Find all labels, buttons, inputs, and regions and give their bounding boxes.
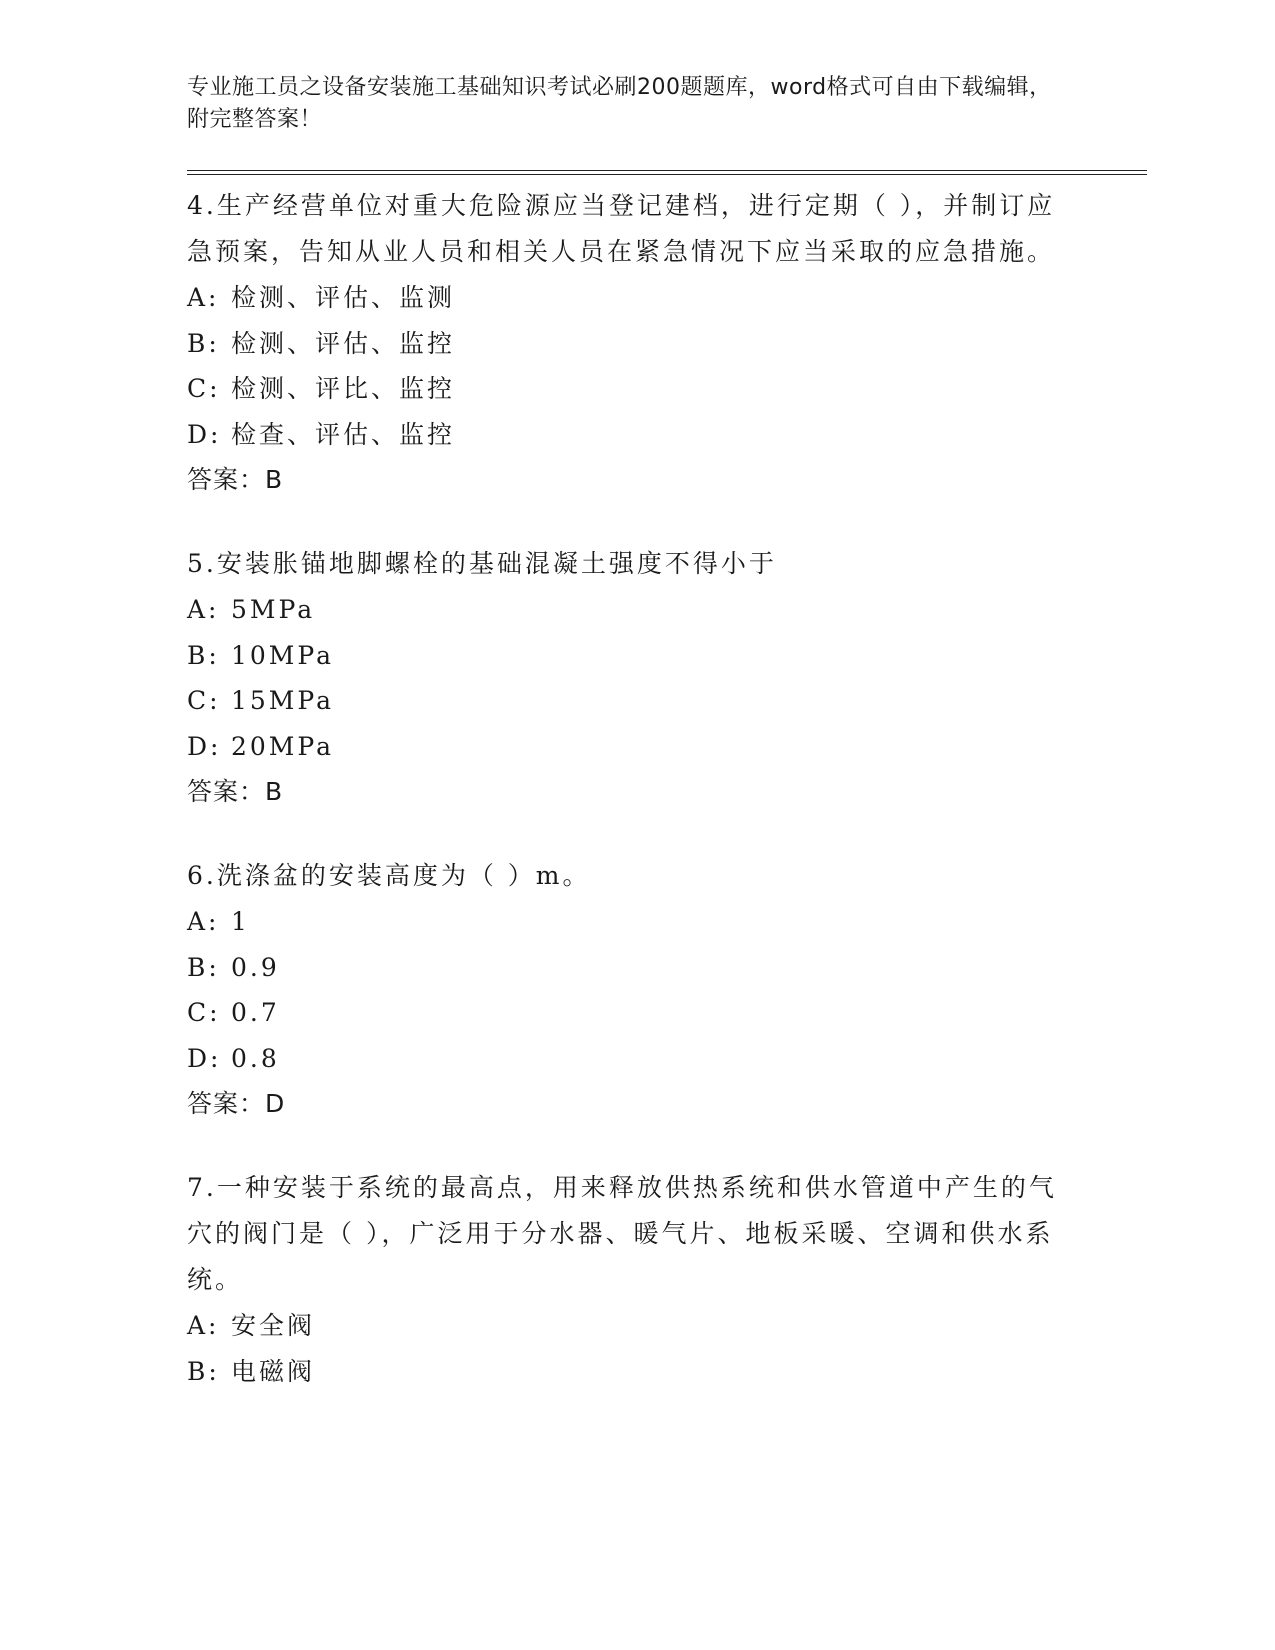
question-list	[187, 183, 1147, 1394]
option-b	[187, 321, 1147, 367]
option-text: 0.7	[231, 998, 280, 1027]
option-text: 电磁阀	[231, 1356, 316, 1386]
option-key: D:	[187, 731, 222, 761]
option-key: A:	[187, 1311, 220, 1340]
option-key: B:	[187, 1356, 220, 1386]
option-text: 5MPa	[231, 595, 316, 624]
option-a	[187, 587, 1147, 633]
question-stem: 4.生产经营单位对重大危险源应当登记建档，进行定期（ ），并制订应急预案，告知从业人员和相关人员在紧急情况下应当采取的应急措施。	[187, 191, 1056, 266]
option-key: B:	[187, 640, 220, 670]
option-b	[187, 633, 1147, 679]
option-key: A:	[187, 283, 220, 312]
question-5	[187, 541, 1147, 815]
option-key: A:	[187, 595, 220, 624]
option-text: 检测、评估、监控	[231, 328, 456, 358]
answer-line: 答案：D	[187, 1089, 286, 1118]
answer-line: 答案：B	[187, 465, 284, 494]
option-a	[187, 899, 1147, 945]
option-text: 检测、评估、监测	[231, 283, 456, 312]
option-key: C:	[187, 686, 221, 715]
option-text: 0.9	[231, 952, 280, 982]
option-b	[187, 945, 1147, 991]
question-stem: 5.安装胀锚地脚螺栓的基础混凝土强度不得小于	[187, 549, 777, 578]
option-c	[187, 990, 1147, 1036]
option-a	[187, 1303, 1147, 1349]
question-7	[187, 1165, 1147, 1394]
option-b	[187, 1349, 1147, 1395]
question-6	[187, 853, 1147, 1127]
question-stem: 6.洗涤盆的安装高度为（ ）m。	[187, 861, 591, 890]
option-key: C:	[187, 998, 221, 1027]
option-d	[187, 724, 1147, 770]
option-d	[187, 1036, 1147, 1082]
option-text: 20MPa	[231, 731, 335, 761]
header-double-rule	[187, 170, 1147, 175]
option-text: 1	[231, 907, 250, 936]
option-key: B:	[187, 328, 220, 358]
option-key: D:	[187, 419, 222, 449]
option-text: 安全阀	[231, 1311, 316, 1340]
option-d	[187, 412, 1147, 458]
option-text: 检查、评估、监控	[231, 419, 456, 449]
option-c	[187, 366, 1147, 412]
option-text: 0.8	[231, 1043, 280, 1073]
option-a	[187, 275, 1147, 321]
option-key: B:	[187, 952, 220, 982]
option-text: 检测、评比、监控	[231, 374, 456, 403]
option-key: D:	[187, 1043, 222, 1073]
option-key: A:	[187, 907, 220, 936]
option-text: 10MPa	[231, 640, 335, 670]
question-4	[187, 183, 1147, 503]
document-header: 专业施工员之设备安装施工基础知识考试必刷200题题库，word格式可自由下载编辑，附完整答案！	[187, 75, 1052, 132]
option-text: 15MPa	[231, 686, 335, 715]
option-c	[187, 678, 1147, 724]
option-key: C:	[187, 374, 221, 403]
answer-line: 答案：B	[187, 777, 284, 806]
document-page	[187, 72, 1147, 1432]
question-stem: 7.一种安装于系统的最高点，用来释放供热系统和供水管道中产生的气穴的阀门是（ ），广泛用于分水器、暖气片、地板采暖、空调和供水系统。	[187, 1173, 1057, 1294]
